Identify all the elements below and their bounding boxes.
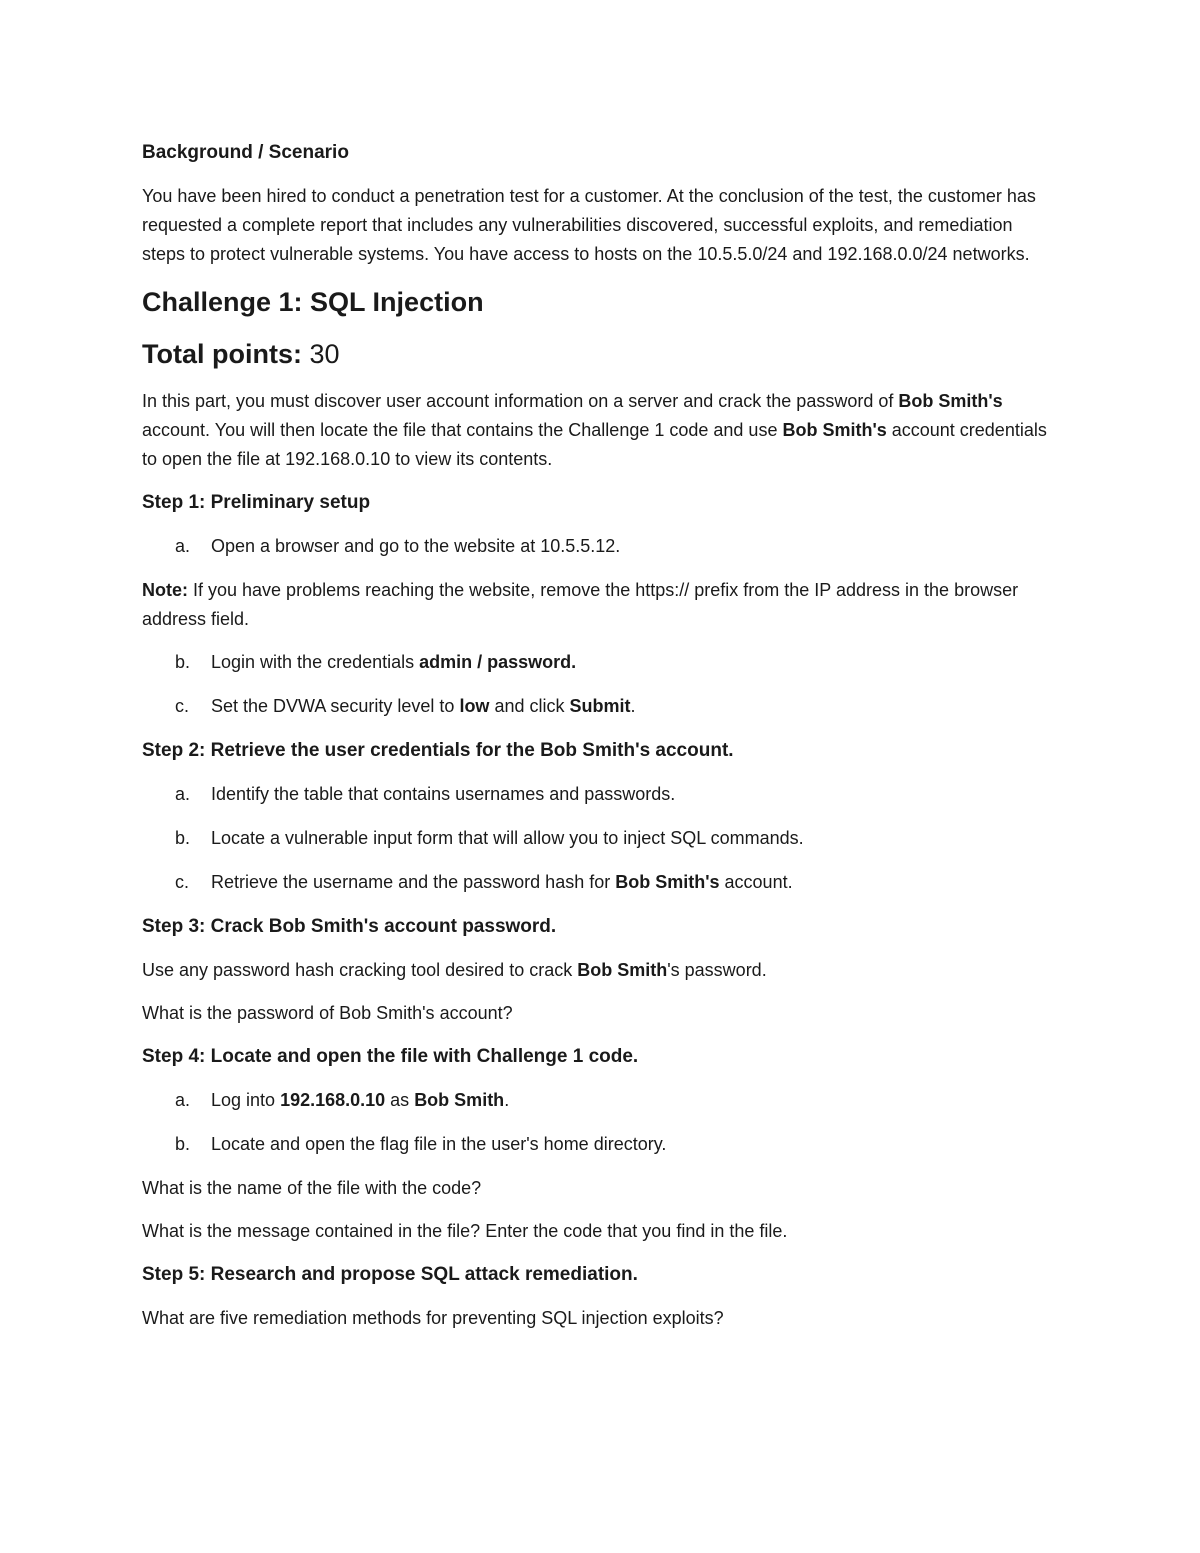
text-run: Retrieve the username and the password hash for — [211, 872, 616, 892]
step1-note — [142, 576, 1050, 634]
list-item-text — [211, 648, 576, 677]
list-item — [142, 824, 1050, 853]
list-marker: a. — [175, 1090, 191, 1110]
list-item-text: Locate a vulnerable input form that will allow you to inject SQL commands. — [211, 828, 804, 848]
list-item — [142, 1086, 1050, 1115]
list-item — [142, 868, 1050, 897]
text-run: as — [385, 1090, 415, 1110]
background-heading: Background / Scenario — [142, 142, 349, 163]
bold-run: low — [459, 696, 490, 716]
bold-run: 192.168.0.10 — [280, 1090, 386, 1110]
bold-run: Bob Smith — [577, 960, 668, 980]
text-run: and click — [489, 696, 570, 716]
bold-run: Submit — [569, 696, 631, 716]
intro-bold-1: Bob Smith's — [898, 391, 1003, 411]
list-marker: c. — [175, 872, 190, 892]
list-marker: c. — [175, 696, 190, 716]
list-item — [142, 780, 1050, 809]
step3-heading: Step 3: Crack Bob Smith's account password. — [142, 916, 557, 937]
intro-text-1: In this part, you must discover user account information on a server and crack the password of — [142, 391, 899, 411]
list-item-text — [211, 1086, 509, 1115]
background-text: You have been hired to conduct a penetration test for a customer. At the conclusion of the test, the customer has requested a complete report that includes any vulnerabilities discovered, successful exploits, and remediation steps to protect vulnerable systems. You have access to hosts on the 10.5.5.0/24 and 192.168.0.0/24 networks. — [142, 186, 1036, 264]
list-item-text: Identify the table that contains usernames and passwords. — [211, 784, 676, 804]
bold-run: Bob Smith's — [615, 872, 720, 892]
text-run: account. — [719, 872, 793, 892]
text-run: Set the DVWA security level to — [211, 696, 460, 716]
note-text: If you have problems reaching the website, remove the https:// prefix from the IP address in the browser address field. — [142, 580, 1019, 629]
bold-run: Bob Smith — [414, 1090, 505, 1110]
total-points-value: 30 — [309, 339, 340, 369]
list-marker: a. — [175, 784, 191, 804]
list-marker: a. — [175, 536, 191, 556]
list-marker: b. — [175, 652, 191, 672]
intro-bold-2: Bob Smith's — [782, 420, 887, 440]
step5-heading: Step 5: Research and propose SQL attack remediation. — [142, 1264, 638, 1285]
bold-run: admin / password. — [419, 652, 577, 672]
list-item — [142, 648, 1050, 677]
step3-question: What is the password of Bob Smith's account? — [142, 1003, 513, 1023]
step1-list-a — [142, 532, 1050, 561]
list-marker: b. — [175, 1134, 191, 1154]
step5-question: What are five remediation methods for preventing SQL injection exploits? — [142, 1308, 724, 1328]
step3-paragraph — [142, 956, 1050, 985]
text-run: Use any password hash cracking tool desired to crack — [142, 960, 578, 980]
list-item-text: Open a browser and go to the website at 10.5.5.12. — [211, 536, 621, 556]
intro-text-2: account. You will then locate the file that contains the Challenge 1 code and use — [142, 420, 783, 440]
intro-text-3: account credentials to open the file at 192.168.0.10 to view its contents. — [142, 420, 1047, 469]
list-item-text: Locate and open the flag file in the user's home directory. — [211, 1134, 667, 1154]
total-points — [142, 335, 1050, 373]
text-run: Login with the credentials — [211, 652, 420, 672]
note-label: Note: — [142, 580, 188, 600]
step4-question-2: What is the message contained in the file? Enter the code that you find in the file. — [142, 1221, 788, 1241]
list-marker: b. — [175, 828, 191, 848]
text-run: . — [630, 696, 636, 716]
list-item-text — [211, 692, 636, 721]
list-item-text — [211, 868, 793, 897]
challenge-title: Challenge 1: SQL Injection — [142, 287, 484, 317]
list-item — [142, 692, 1050, 721]
list-item — [142, 532, 1050, 561]
step2-heading: Step 2: Retrieve the user credentials for the Bob Smith's account. — [142, 740, 734, 761]
step2-list — [142, 780, 1050, 897]
text-run: 's password. — [667, 960, 767, 980]
list-item — [142, 1130, 1050, 1159]
step4-list — [142, 1086, 1050, 1159]
total-points-label: Total points: — [142, 339, 302, 369]
step1-list-bc — [142, 648, 1050, 721]
step4-heading: Step 4: Locate and open the file with Challenge 1 code. — [142, 1046, 639, 1067]
intro-paragraph — [142, 387, 1050, 474]
text-run: Log into — [211, 1090, 281, 1110]
text-run: . — [504, 1090, 510, 1110]
step1-heading: Step 1: Preliminary setup — [142, 492, 371, 513]
step4-question-1: What is the name of the file with the code? — [142, 1178, 482, 1198]
